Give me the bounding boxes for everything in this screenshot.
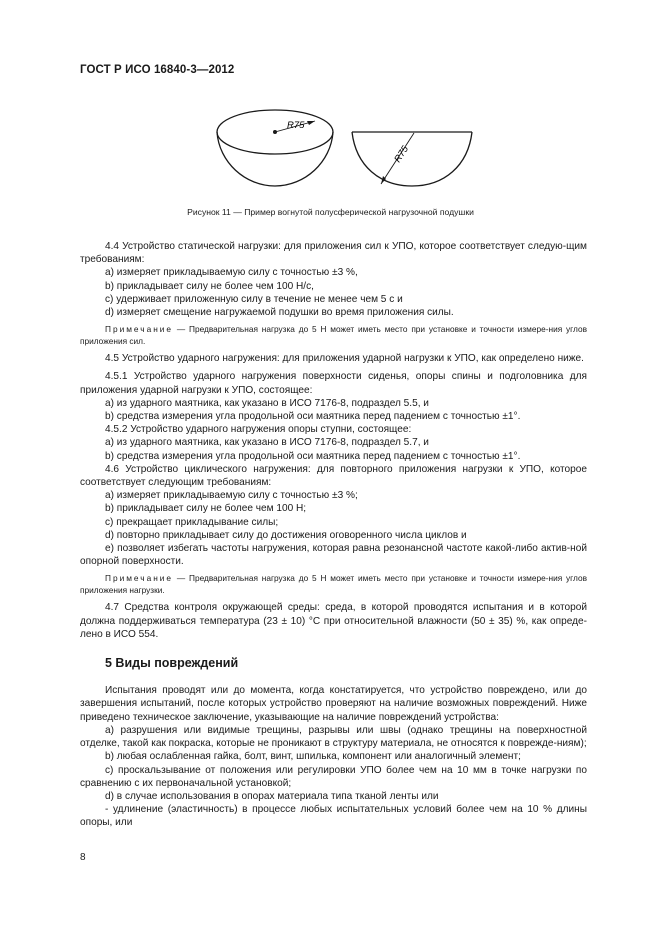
note-label: Примечание: [105, 324, 174, 335]
list-item: c) проскальзывание от положения или регулировки УПО более чем на 10 мм в точке нагрузки по сравнению с их первоначальной установкой;: [80, 764, 587, 789]
hemisphere-center-dot: [273, 130, 277, 134]
section-4-6-intro: 4.6 Устройство циклического нагружения: для повторного приложения нагрузки к УПО, которое соответствует следующим требованиям:: [80, 463, 587, 489]
note-4-4: [80, 324, 587, 347]
convex-hemisphere-drawing: [217, 110, 333, 186]
section-4-4-intro: 4.4 Устройство статической нагрузки: для приложения сил к УПО, которое соответствует следую-щим требованиям:: [80, 241, 587, 266]
list-item: d) в случае использования в опорах материала типа тканой ленты или: [105, 790, 439, 802]
list-item: b) прикладывает силу не более чем 100 Н/с,: [105, 280, 314, 292]
note-label: Примечание: [105, 573, 174, 584]
list-item: b) средства измерения угла продольной оси маятника перед падением с точностью ±1°.: [105, 411, 521, 423]
section-5-intro: Испытания проводят или до момента, когда констатируется, что устройство повреждено, или до завершения испытаний, после которых устройство проверяют на наличие возможных повреждений. Ниже приведено техническое заключение, указывающие на наличие повреждений устройства:: [80, 685, 587, 723]
section-4-5-2: 4.5.2 Устройство ударного нагружения опоры ступни, состоящее:: [105, 424, 412, 436]
list-item: d) повторно прикладывает силу до достижения оговоренного числа циклов и: [105, 529, 467, 541]
list-item: а) из ударного маятника, как указано в ИСО 7176-8, подраздел 5.5, и: [105, 397, 429, 409]
list-item: b) прикладывает силу не более чем 100 Н;: [105, 503, 307, 515]
section-4-5-1: 4.5.1 Устройство ударного нагружения поверхности сиденья, опоры спины и подголовника для приложения ударной нагрузки к УПО, состоящее:: [80, 371, 587, 396]
figure-hemisphere-cushion: [0, 100, 661, 210]
page-number: 8: [80, 852, 86, 863]
document-body: [80, 240, 587, 830]
list-item: b) средства измерения угла продольной оси маятника перед падением с точностью ±1°.: [105, 450, 521, 462]
list-item: - удлинение (эластичность) в процессе любых испытательных условий более чем на 10 % длины опоры, или: [80, 804, 587, 829]
list-item: а) измеряет прикладываемую силу с точностью ±3 %;: [105, 490, 358, 502]
list-item: c) прекращает прикладывание силы;: [105, 516, 279, 528]
radius-arrowhead-left: [307, 121, 315, 125]
radius-label-left: R75: [287, 120, 305, 131]
list-item: d) измеряет смещение нагружаемой подушки во время приложения силы.: [105, 307, 454, 319]
list-item: e) позволяет избегать частоты нагружения, которая равна резонансной частоте какой-либо актив-ной опорной поверхности.: [80, 543, 587, 568]
list-item: а) из ударного маятника, как указано в ИСО 7176-8, подраздел 5.7, и: [105, 437, 429, 449]
section-4-7: 4.7 Средства контроля окружающей среды: среда, в которой проводятся испытания и в которой должна поддерживаться температура (23 ± 10) °С при относительной влажности (50 ± 35) %, как опреде-лено в ИСО 554.: [80, 602, 587, 640]
list-item: а) разрушения или видимые трещины, разрывы или швы (однако трещины на поверхностной отделке, такой как покраска, которые не проникают в структуру материала, не относятся к поврежде-ниям);: [80, 724, 587, 750]
list-item: c) удерживает приложенную силу в течение не менее чем 5 с и: [105, 293, 403, 305]
hemisphere-body: [217, 132, 333, 186]
note-text: — Предварительная нагрузка до 5 Н может иметь место при установке и точности измере-ния углов приложения нагрузки.: [80, 573, 587, 595]
list-item: а) измеряет прикладываемую силу с точностью ±3 %,: [105, 267, 358, 279]
radius-label-right: R75: [392, 144, 412, 165]
concave-section-drawing: [352, 132, 472, 186]
section-4-5-intro: 4.5 Устройство ударного нагружения: для приложения ударной нагрузки к УПО, как определено ниже.: [105, 353, 584, 365]
note-text: — Предварительная нагрузка до 5 Н может иметь место при установке и точности измере-ния углов приложения сил.: [80, 324, 587, 346]
document-header: ГОСТ Р ИСО 16840-3—2012: [80, 64, 235, 76]
section-5-title: 5 Виды повреждений: [105, 656, 239, 671]
figure-caption: Рисунок 11 — Пример вогнутой полусферической нагрузочной подушки: [187, 207, 474, 217]
section-arc: [352, 132, 472, 186]
note-4-6: [80, 573, 587, 596]
list-item: b) любая ослабленная гайка, болт, винт, шпилька, компонент или аналогичный элемент;: [105, 751, 521, 763]
